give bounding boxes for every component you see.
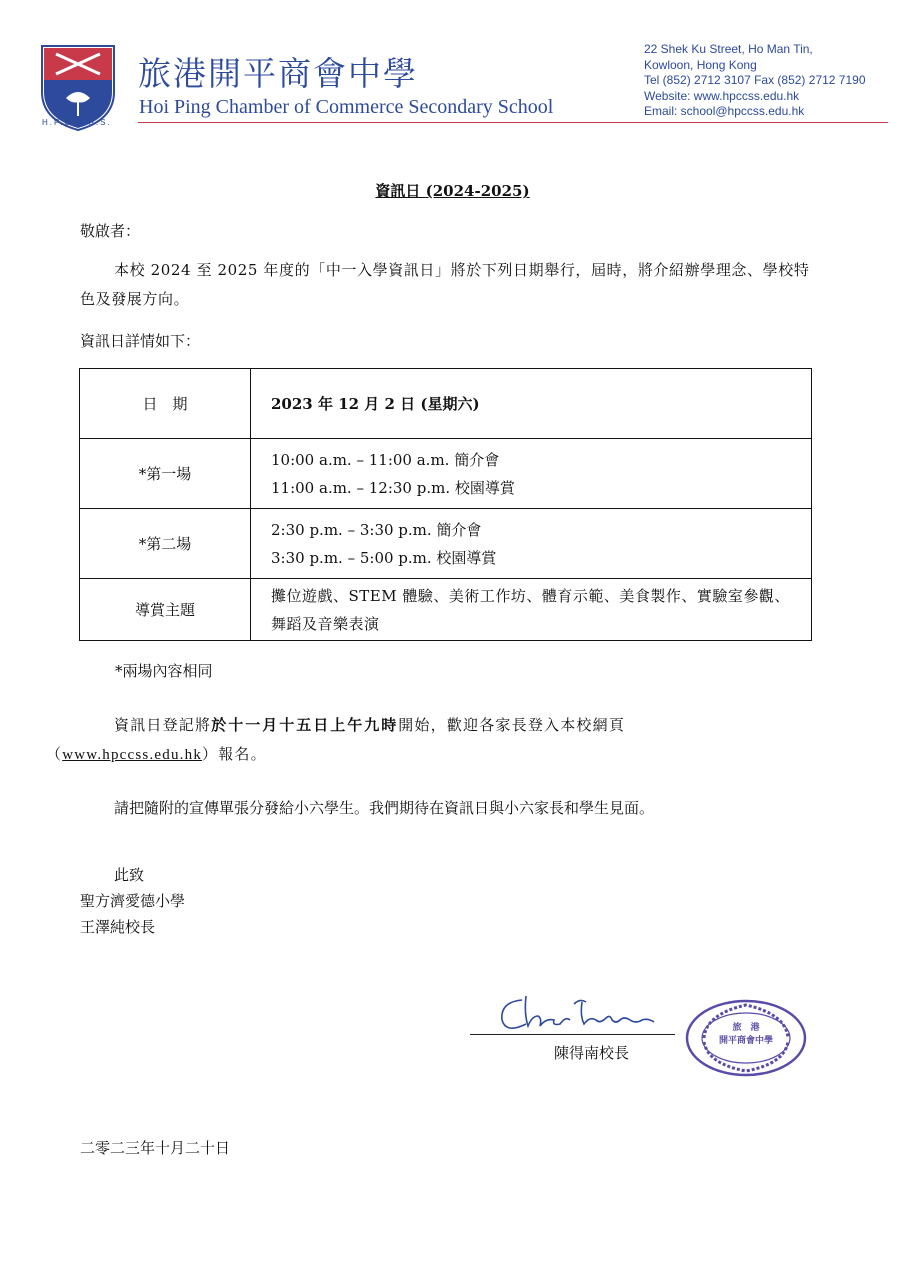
- open-paren: （: [46, 745, 63, 763]
- school-name-chinese: 旅港開平商會中學: [138, 54, 418, 93]
- crest-caption: H.P.C.C.S.S.: [42, 118, 112, 127]
- school-website-link[interactable]: www.hpccss.edu.hk: [62, 747, 203, 763]
- header-divider: [138, 122, 888, 123]
- session-1-slot-2: 11:00 a.m. – 12:30 p.m. 校園導賞: [271, 478, 515, 497]
- session-1-schedule: [251, 439, 812, 509]
- table-row-session-2: [80, 509, 812, 579]
- session-2-schedule: [251, 509, 812, 579]
- registration-paragraph: [46, 711, 820, 770]
- letter-date: 二零二三年十月二十日: [80, 1139, 231, 1157]
- distribution-paragraph: 請把隨附的宣傳單張分發給小六學生。我們期待在資訊日與小六家長和學生見面。: [114, 799, 655, 817]
- contact-block: [644, 42, 866, 120]
- address-line-2: Kowloon, Hong Kong: [644, 57, 757, 72]
- date-value: 2023 年 12 月 2 日 (星期六): [251, 369, 812, 439]
- theme-label: 導賞主題: [80, 579, 251, 641]
- registration-close: ）報名。: [202, 745, 267, 763]
- date-label: 日 期: [80, 369, 251, 439]
- principal-signature: [470, 990, 670, 1040]
- registration-highlight: 於十一月十五日上午九時: [211, 716, 399, 734]
- session-2-slot-2: 3:30 p.m. – 5:00 p.m. 校園導賞: [271, 548, 497, 567]
- school-seal-stamp: [684, 998, 808, 1078]
- info-day-table: [79, 368, 812, 641]
- session-1-label: *第一場: [80, 439, 251, 509]
- session-2-label: *第二場: [80, 509, 251, 579]
- website[interactable]: Website: www.hpccss.edu.hk: [644, 88, 800, 103]
- signature-line: [470, 1034, 675, 1035]
- footnote: *兩場內容相同: [115, 662, 213, 680]
- registration-prefix: 資訊日登記將: [114, 716, 212, 734]
- details-heading: 資訊日詳情如下：: [80, 332, 201, 350]
- session-2-slot-1: 2:30 p.m. – 3:30 p.m. 簡介會: [271, 520, 482, 539]
- closing: 此致: [114, 866, 145, 884]
- table-row-session-1: [80, 439, 812, 509]
- letter-title: 資訊日 (2024-2025): [375, 182, 530, 200]
- signatory: 陳得南校長: [554, 1044, 630, 1062]
- phone-fax: Tel (852) 2712 3107 Fax (852) 2712 7190: [644, 73, 866, 87]
- address-line-1: 22 Shek Ku Street, Ho Man Tin,: [644, 42, 813, 56]
- seal-text-line-1: 旅 港: [732, 1023, 760, 1033]
- table-row-date: [80, 369, 812, 439]
- recipient-name: 王澤純校長: [80, 918, 156, 936]
- email[interactable]: Email: school@hpccss.edu.hk: [644, 104, 805, 118]
- session-1-slot-1: 10:00 a.m. – 11:00 a.m. 簡介會: [271, 450, 500, 469]
- theme-value: 攤位遊戲、STEM 體驗、美術工作坊、體育示範、美食製作、實驗室參觀、舞蹈及音樂表演: [251, 579, 812, 641]
- school-name-english: Hoi Ping Chamber of Commerce Secondary School: [139, 96, 554, 118]
- table-row-theme: [80, 579, 812, 641]
- registration-suffix: 開始，歡迎各家長登入本校網頁: [398, 716, 626, 734]
- seal-text-line-2: 開平商會中學: [718, 1036, 773, 1046]
- recipient-school: 聖方濟愛德小學: [80, 892, 186, 910]
- intro-paragraph: 本校 2024 至 2025 年度的「中一入學資訊日」將於下列日期舉行，屆時，將介紹辦學理念、學校特色及發展方向。: [80, 261, 810, 308]
- salutation: 敬啟者：: [80, 222, 141, 240]
